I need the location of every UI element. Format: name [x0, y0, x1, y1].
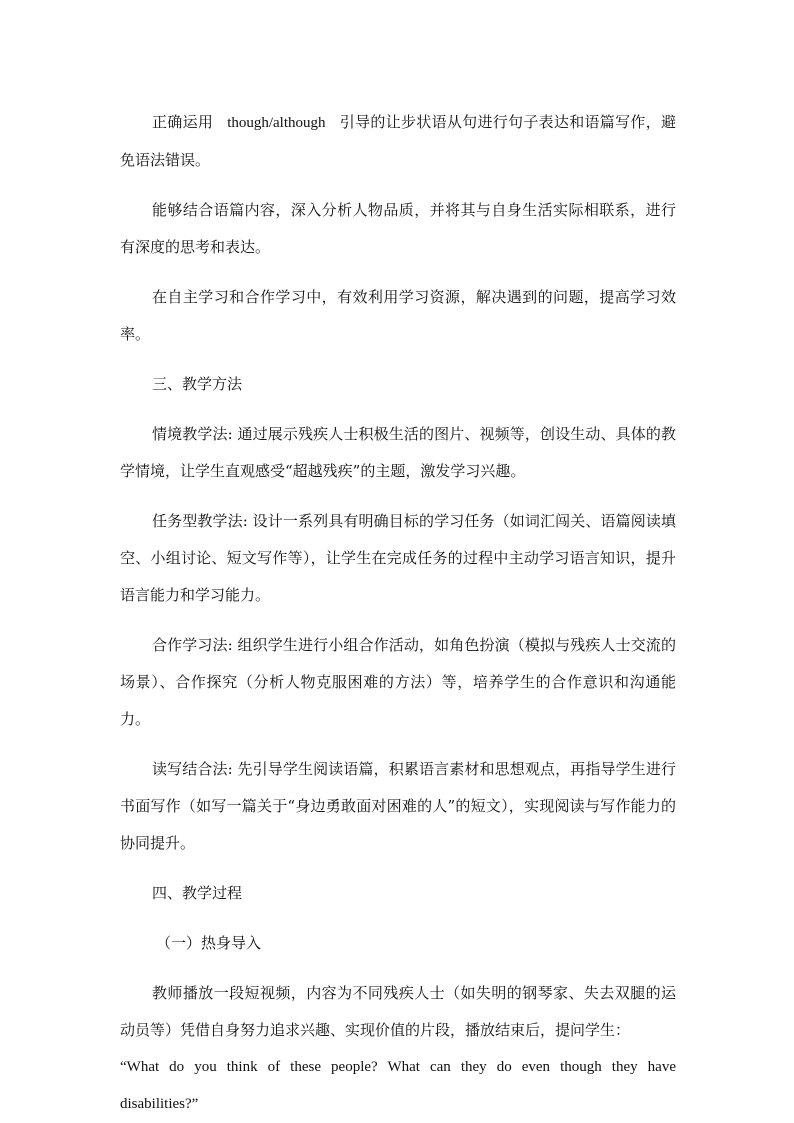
method-reading-writing: 读写结合法: 先引导学生阅读语篇，积累语言素材和思想观点，再指导学生进行书面写作（如写一篇关于“身边勇敢面对困难的人”的短文），实现阅读与写作能力的协同提升。 [120, 760, 676, 852]
objective-paragraph-grammar [120, 104, 676, 179]
objective-paragraph-learning: 在自主学习和合作学习中，有效利用学习资源，解决遇到的问题，提高学习效率。 [120, 288, 676, 343]
objective-text-start: 正确运用 [152, 113, 214, 131]
keyword-though-although: though/although [227, 115, 326, 131]
method-cooperative: 合作学习法: 组织学生进行小组合作活动，如角色扮演（模拟与残疾人士交流的场景）、合作探究（分析人物克服困难的方法）等，培养学生的合作意识和沟通能力。 [120, 636, 676, 728]
method-situational: 情境教学法: 通过展示残疾人士积极生活的图片、视频等，创设生动、具体的教学情境，让学生直观感受“超越残疾”的主题，激发学习兴趣。 [120, 425, 676, 480]
objective-paragraph-analysis: 能够结合语篇内容，深入分析人物品质，并将其与自身生活实际相联系，进行有深度的思考和表达。 [120, 201, 676, 256]
method-task-based: 任务型教学法: 设计一系列具有明确目标的学习任务（如词汇闯关、语篇阅读填空、小组讨论、短文写作等），让学生在完成任务的过程中主动学习语言知识，提升语言能力和学习能力。 [120, 512, 676, 604]
document-page [120, 104, 676, 1123]
warm-up-question-english: “What do you think of these people? What can they do even though they have disabilities?” [120, 1059, 676, 1112]
subsection-heading-warm-up: （一）热身导入 [156, 934, 262, 952]
section-heading-teaching-methods: 三、教学方法 [152, 375, 243, 393]
warm-up-paragraph: 教师播放一段短视频，内容为不同残疾人士（如失明的钢琴家、失去双腿的运动员等）凭借自身努力追求兴趣、实现价值的片段，播放结束后，提问学生： [120, 984, 676, 1039]
section-heading-teaching-process: 四、教学过程 [152, 884, 243, 902]
objective-text-end: 引导的让步状语从句进行句子表达和语篇写作，避免语法错误。 [120, 113, 676, 169]
